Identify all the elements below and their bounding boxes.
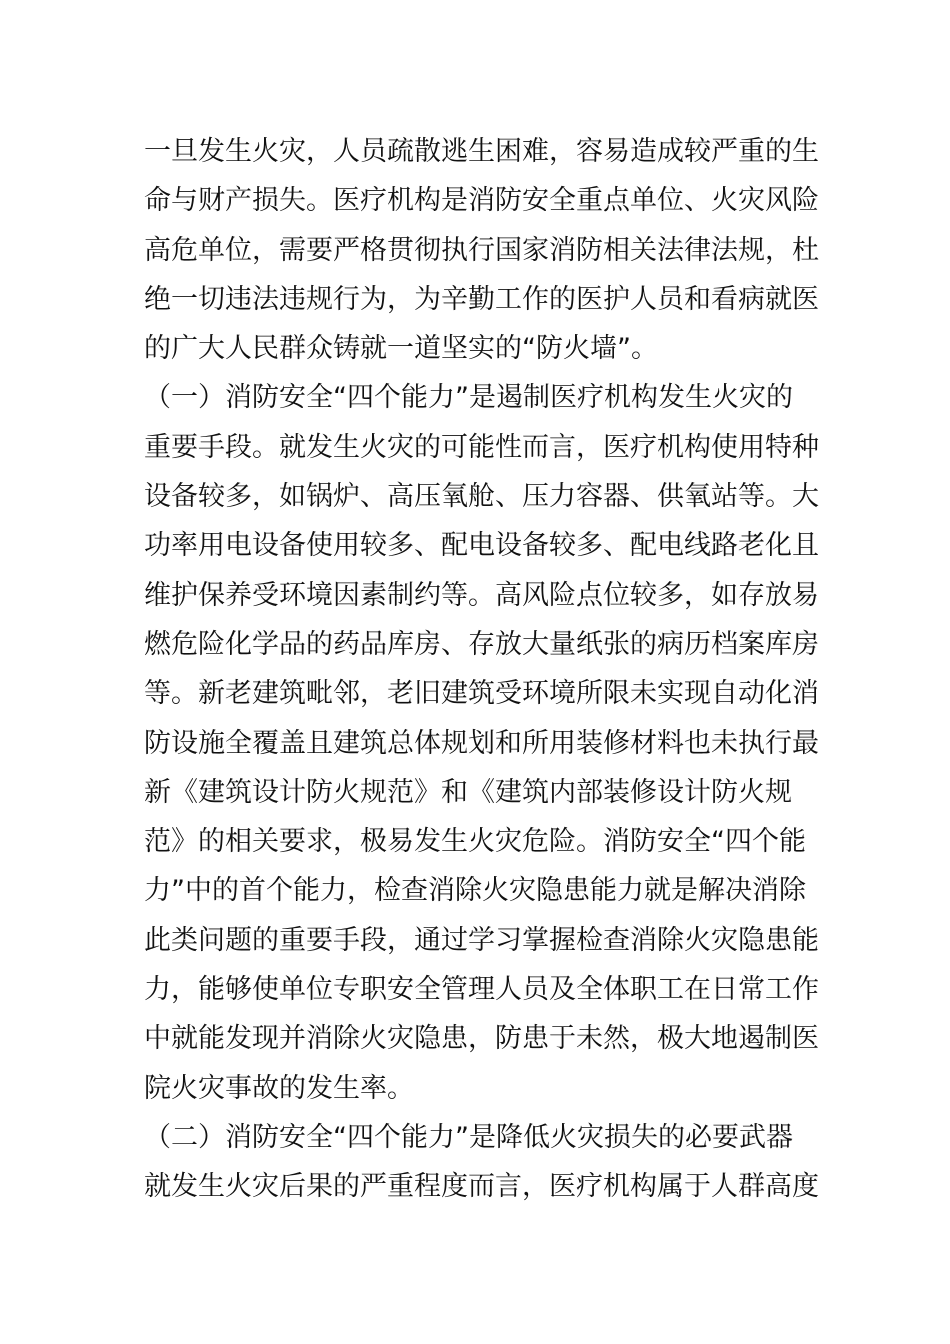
document-body	[144, 127, 819, 1212]
section-heading-line: （二）消防安全“四个能力”是降低火灾损失的必要武器	[144, 1121, 793, 1153]
text-line: 绝一切违法违规行为，为辛勤工作的医护人员和看病就医	[144, 283, 819, 315]
text-line: 就发生火灾后果的严重程度而言，医疗机构属于人群高度	[144, 1171, 819, 1203]
text-line: 重要手段。就发生火灾的可能性而言，医疗机构使用特种	[144, 431, 819, 463]
text-line: 维护保养受环境因素制约等。高风险点位较多，如存放易	[144, 579, 819, 611]
text-line: 燃危险化学品的药品库房、存放大量纸张的病历档案库房	[144, 628, 819, 660]
text-line: 的广大人民群众铸就一道坚实的“防火墙”。	[144, 333, 658, 365]
text-line: 等。新老建筑毗邻，老旧建筑受环境所限未实现自动化消	[144, 678, 819, 710]
text-line: 一旦发生火灾，人员疏散逃生困难，容易造成较严重的生	[144, 136, 819, 167]
text-line: 力”中的首个能力，检查消除火灾隐患能力就是解决消除	[144, 875, 806, 907]
text-line: 中就能发现并消除火灾隐患，防患于未然，极大地遏制医	[144, 1023, 819, 1055]
text-line: 命与财产损失。医疗机构是消防安全重点单位、火灾风险	[144, 185, 819, 217]
text-line: 设备较多，如锅炉、高压氧舱、压力容器、供氧站等。大	[144, 481, 819, 513]
text-line: 力，能够使单位专职安全管理人员及全体职工在日常工作	[144, 974, 819, 1006]
text-line: 此类问题的重要手段，通过学习掌握检查消除火灾隐患能	[144, 924, 819, 956]
text-line: 防设施全覆盖且建筑总体规划和所用装修材料也未执行最	[144, 727, 819, 759]
section-heading-line: （一）消防安全“四个能力”是遏制医疗机构发生火灾的	[144, 382, 793, 414]
text-line: 院火灾事故的发生率。	[144, 1072, 414, 1104]
text-line: 新《建筑设计防火规范》和《建筑内部装修设计防火规	[144, 776, 792, 808]
text-line: 高危单位，需要严格贯彻执行国家消防相关法律法规，杜	[144, 234, 819, 266]
text-line: 范》的相关要求，极易发生火灾危险。消防安全“四个能	[144, 826, 806, 858]
text-line: 功率用电设备使用较多、配电设备较多、配电线路老化且	[144, 530, 819, 562]
